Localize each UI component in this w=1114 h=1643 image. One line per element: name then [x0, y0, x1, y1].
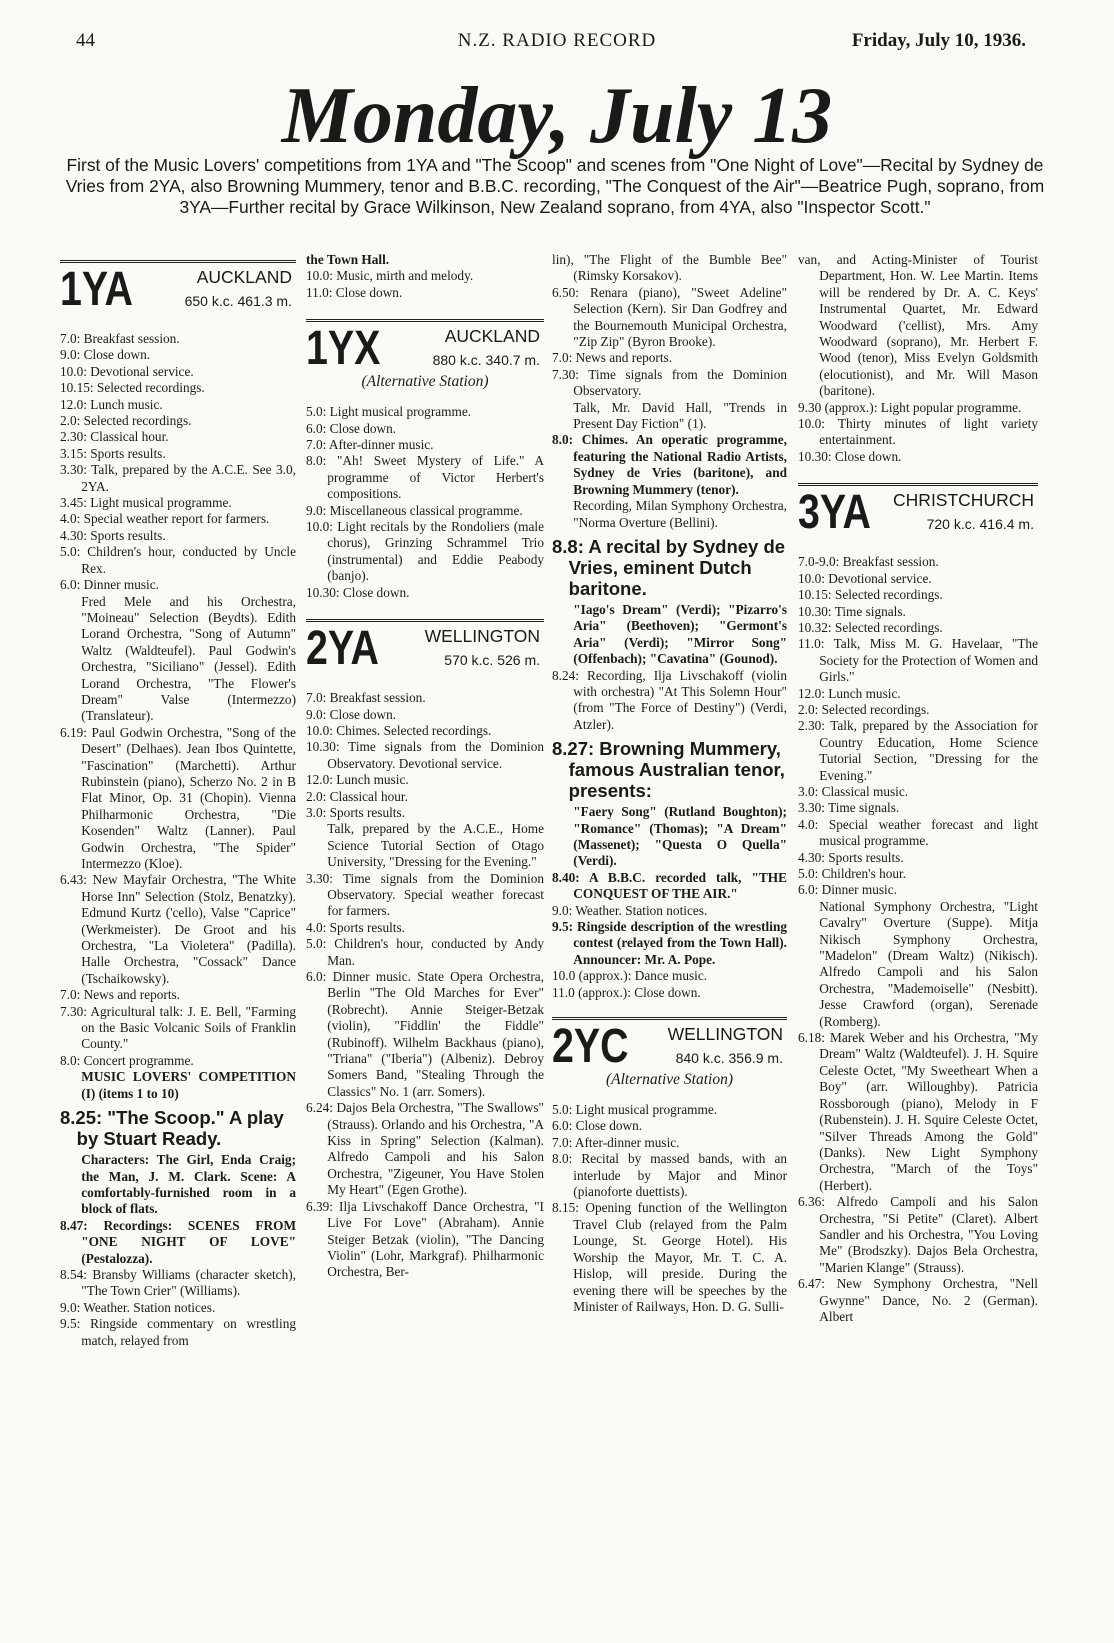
programme-entry: 4.0: Sports results. — [306, 919, 405, 935]
programme-entry: 10.0: Devotional service. — [798, 570, 932, 586]
programme-entry: 8.27: Browning Mummery, famous Australian tenor, presents: — [552, 738, 785, 802]
station-note: (Alternative Station) — [606, 1071, 733, 1089]
programme-entry: 6.0: Dinner music. — [60, 577, 159, 593]
programme-entry: 11.0 (approx.): Close down. — [552, 984, 701, 1000]
programme-entry: 6.39: Ilja Livschakoff Dance Orchestra, "I Live For Love" (Abraham). Annie Steiger Betzak (violin), "The Dancing Violin" (Lohr, Markgraf). Philharmonic Orchestra, Ber- — [306, 1198, 544, 1280]
programme-entry: 7.0: After-dinner music. — [552, 1134, 680, 1150]
programme-list-1yx — [306, 404, 544, 601]
programme-list-2ya — [306, 690, 544, 1281]
programme-entry: 2.0: Classical hour. — [306, 788, 408, 804]
programme-entry: 8.0: Concert programme. — [60, 1052, 194, 1068]
programme-entry: Fred Mele and his Orchestra, "Moineau" Selection (Beydts). Edith Lorand Orchestra, "Song of Autumn" Waltz (Waldteufel). Paul Godwin's Orchestra, "Siciliano" (Jessel). Edith Lorand Orchestra, "The Flower's Dream" Valse (Intermezzo) (Translateur). — [81, 593, 296, 724]
programme-list-2yc — [552, 1102, 787, 1315]
programme-entry: 12.0: Lunch music. — [798, 685, 901, 701]
programme-list-1ya-cont — [306, 252, 544, 301]
programme-entry: 12.0: Lunch music. — [60, 396, 163, 412]
station-city: AUCKLAND — [444, 326, 540, 347]
masthead: N.Z. RADIO RECORD — [457, 30, 657, 51]
programme-entry: MUSIC LOVERS' COMPETITION (I) (items 1 to 10) — [81, 1069, 296, 1101]
station-city: CHRISTCHURCH — [893, 490, 1034, 511]
station-city: AUCKLAND — [196, 267, 292, 287]
programme-list-2ya-cont — [552, 252, 787, 1001]
programme-entry: 6.47: New Symphony Orchestra, "Nell Gwynne" Dance, No. 2 (German). Albert — [798, 1276, 1038, 1324]
station-frequency: 650 k.c. 461.3 m. — [184, 293, 292, 309]
programme-entry: 12.0: Lunch music. — [306, 772, 409, 788]
programme-entry: 7.30: Time signals from the Dominion Observatory. — [552, 366, 787, 399]
programme-entry: 9.0: Miscellaneous classical programme. — [306, 502, 523, 518]
programme-list-1ya — [60, 331, 296, 1349]
programme-entry: 10.30: Close down. — [798, 448, 902, 464]
programme-list-3ya — [798, 554, 1038, 1325]
station-callsign: 3YA — [798, 486, 871, 540]
programme-entry: 7.0: News and reports. — [552, 350, 673, 366]
station-frequency: 570 k.c. 526 m. — [444, 652, 540, 669]
programme-entry: 10.30: Close down. — [306, 584, 410, 600]
programme-entry: 5.0: Light musical programme. — [306, 404, 472, 420]
programme-entry: 10.0: Music, mirth and melody. — [306, 268, 474, 284]
programme-entry: 4.30: Sports results. — [60, 527, 166, 543]
programme-entry: 7.0-9.0: Breakfast session. — [798, 554, 939, 570]
programme-entry: 10.15: Selected recordings. — [60, 380, 205, 396]
programme-entry: 6.24: Dajos Bela Orchestra, "The Swallows" (Strauss). Orlando and his Orchestra, "A Kiss in Spring" Selection (Kalman). Alfredo Campoli and his Salon Orchestra, "Zigeuner, You Have Stolen My Heart" (Egen Grothe). — [306, 1100, 544, 1198]
programme-list-2yc-cont — [798, 252, 1038, 465]
programme-entry: 8.0: "Ah! Sweet Mystery of Life." A programme of Victor Herbert's compositions. — [306, 453, 544, 502]
programme-entry: 6.0: Dinner music. — [798, 882, 897, 898]
programme-entry: 9.5: Ringside description of the wrestling contest (relayed from the Town Hall). Announcer: Mr. A. Pope. — [552, 919, 787, 967]
programme-entry: 6.18: Marek Weber and his Orchestra, "My Dream" Waltz (Waldteufel). J. H. Squire Celeste Octet, "My Sweetheart When a Boy" (arr. Willoughby). Patricia Rossborough (piano), Melody in F (Rubenstein). J. H. Squire Celeste Octet, "Silver Threads Among the Gold" (Danks). New Light Symphony Orchestra, "March of the Toys" (Herbert). — [798, 1030, 1038, 1193]
issue-date: Friday, July 10, 1936. — [851, 30, 1026, 51]
programme-entry: 8.0: Recital by massed bands, with an interlude by Major and Minor (pianoforte duettists). — [552, 1151, 787, 1200]
station-frequency: 720 k.c. 416.4 m. — [926, 516, 1034, 533]
programme-entry: 6.50: Renara (piano), "Sweet Adeline" Selection (Kern). Sir Dan Godfrey and the Bournemouth Municipal Orchestra, "Zip Zip" (Byron Brooke). — [552, 284, 787, 350]
programme-entry: 2.30: Talk, prepared by the Association for Country Education, Home Science Tutorial Section, "Dressing for the Evening." — [798, 718, 1038, 783]
programme-entry: 7.0: Breakfast session. — [306, 690, 426, 706]
programme-entry: 3.0: Classical music. — [798, 783, 909, 799]
programme-entry: 2.0: Selected recordings. — [60, 413, 192, 429]
programme-entry: 5.0: Children's hour, conducted by Uncle Rex. — [60, 544, 296, 576]
programme-entry: 5.0: Light musical programme. — [552, 1102, 718, 1118]
programme-entry: 8.40: A B.B.C. recorded talk, "THE CONQUEST OF THE AIR." — [552, 869, 787, 902]
station-header-2yc — [552, 1017, 787, 1092]
programme-entry: 8.24: Recording, Ilja Livschakoff (violin with orchestra) "At This Solemn Hour" (from "The Force of Destiny") (Verdi, Atzler). — [552, 667, 787, 732]
programme-entry: 5.0: Children's hour. — [798, 866, 907, 881]
station-header-1ya — [60, 260, 296, 321]
programme-entry: 2.0: Selected recordings. — [798, 701, 930, 717]
programme-entry: 8.25: "The Scoop." A play by Stuart Ready. — [60, 1107, 284, 1150]
programme-entry: 9.30 (approx.): Light popular programme. — [798, 399, 1022, 415]
programme-entry: 7.0: News and reports. — [60, 987, 181, 1003]
programme-entry: 10.0: Thirty minutes of light variety entertainment. — [798, 416, 1038, 448]
programme-entry: 3.30: Talk, prepared by the A.C.E. See 3.0, 2YA. — [60, 462, 296, 494]
programme-entry: 10.30: Time signals from the Dominion Observatory. Devotional service. — [306, 739, 544, 771]
programme-entry: 11.0: Talk, Miss M. G. Havelaar, "The Society for the Protection of Women and Girls." — [798, 636, 1038, 685]
programme-entry: Recording, Milan Symphony Orchestra, "Norma Overture (Bellini). — [573, 498, 787, 530]
station-city: WELLINGTON — [667, 1024, 783, 1045]
programme-entry: 8.15: Opening function of the Wellington Travel Club (relayed from the Palm Lounge, St. George Hotel). His Worship the Mayor, Mr. T. C. A. Hislop, will preside. During the evening there will be speeches by the Minister of Railways, Hon. D. G. Sulli- — [552, 1200, 787, 1314]
programme-entry: 6.0: Close down. — [306, 420, 397, 436]
programme-entry: 3.30: Time signals. — [798, 800, 900, 816]
programme-entry: Characters: The Girl, Enda Craig; the Man, J. M. Clark. Scene: A comfortably-furnished room in a block of flats. — [81, 1152, 296, 1217]
programme-entry: lin), "The Flight of the Bumble Bee" (Rimsky Korsakov). — [552, 252, 787, 284]
programme-entry: 8.54: Bransby Williams (character sketch), "The Town Crier" (Williams). — [60, 1266, 296, 1299]
station-note: (Alternative Station) — [361, 373, 489, 391]
programme-entry: 8.47: Recordings: SCENES FROM "ONE NIGHT OF LOVE" (Pestalozza). — [60, 1217, 296, 1266]
programme-entry: 5.0: Children's hour, conducted by Andy Man. — [306, 936, 544, 968]
programme-entry: 3.0: Sports results. — [306, 804, 405, 820]
programme-entry: 10.0 (approx.): Dance music. — [552, 968, 708, 984]
programme-entry: 8.0: Chimes. An operatic programme, featuring the National Radio Artists, Sydney de Vries (baritone), and Browning Mummery (tenor). — [552, 432, 787, 497]
programme-entry: 10.32: Selected recordings. — [798, 619, 943, 635]
page-header — [0, 30, 1114, 60]
programme-entry: 10.0: Chimes. Selected recordings. — [306, 722, 492, 738]
station-callsign: 2YC — [552, 1020, 629, 1074]
programme-entry: van, and Acting-Minister of Tourist Department, Hon. W. Lee Martin. Items will be rendered by Dr. A. C. Keys' Instrumental Quartet, Mr. Edward Woodward ('cellist), Mrs. Amy Woodward (soprano), Mr. Herbert F. Wood (tenor), Miss Evelyn Goldsmith (elocutionist), and Mr. Will Mason (baritone). — [798, 252, 1038, 399]
programme-entry: 4.0: Special weather forecast and light musical programme. — [798, 816, 1038, 849]
programme-entry: 3.15: Sports results. — [60, 445, 166, 461]
programme-entry: 8.8: A recital by Sydney de Vries, eminent Dutch baritone. — [552, 535, 786, 599]
programme-entry: 3.45: Light musical programme. — [60, 495, 232, 511]
programme-entry: 6.43: New Mayfair Orchestra, "The White Horse Inn" Selection (Stolz, Benatzky). Edmund Kurtz ('cello), Valse "Caprice" (Werkmeister). De Groot and his Orchestra, "La Violetera" (Padilla). Halle Orchestra, "Cossack" Dance (Tschaikowsky). — [60, 872, 296, 986]
programme-entry: 9.0: Weather. Station notices. — [552, 902, 708, 918]
programme-entry: 10.30: Time signals. — [798, 603, 906, 619]
programme-entry: Talk, prepared by the A.C.E., Home Science Tutorial Section of Otago University, "Dressing for the Evening." — [327, 821, 544, 870]
station-header-2ya — [306, 619, 544, 680]
station-header-1yx — [306, 319, 544, 394]
programme-entry: 6.36: Alfredo Campoli and his Salon Orchestra, "Si Petite" (Claret). Albert Sandler and his Orchestra, "You Loving Me" (Brodszky). Dajos Bela Orchestra, "Marien Klange" (Strauss). — [798, 1194, 1038, 1275]
programme-entry: 6.19: Paul Godwin Orchestra, "Song of the Desert" (Delhaes). Jean Ibos Quintette, "Fascination" (Marchetti). Arthur Rubinstein (piano), Scherzo No. 2 in B Flat Minor, Op. 31 (Chopin). Vienna Philharmonic Orchestra, "Die Kosenden" Waltz (Lanner). Paul Godwin Orchestra, "The Spider" Intermezzo (Kloe). — [60, 724, 296, 871]
programme-entry: Talk, Mr. David Hall, "Trends in Present Day Fiction" (1). — [573, 399, 787, 432]
station-header-3ya — [798, 483, 1038, 544]
programme-entry: 9.0: Weather. Station notices. — [60, 1299, 216, 1315]
programme-entry: "Faery Song" (Rutland Boughton); "Romance" (Thomas); "A Dream" (Massenet); "Questa O Quella" (Verdi). — [573, 804, 787, 869]
programme-entry: 9.5: Ringside commentary on wrestling match, relayed from — [60, 1316, 296, 1348]
station-callsign: 1YA — [60, 263, 133, 316]
station-callsign: 2YA — [306, 622, 379, 676]
station-callsign: 1YX — [306, 322, 381, 376]
programme-entry: 3.30: Time signals from the Dominion Observatory. Special weather forecast for farmers. — [306, 870, 544, 919]
programme-entry: 10.0: Devotional service. — [60, 363, 194, 379]
programme-entry: National Symphony Orchestra, "Light Cavalry" Overture (Suppe). Mitja Nikisch Symphony Orchestra, "Madelon" (Dream Waltz) (Nikisch). Alfredo Campoli and his Salon Orchestra, "Mademoiselle" (Nesbitt). Jesse Crawford (organ), Serenade (Romberg). — [819, 898, 1038, 1029]
station-city: WELLINGTON — [424, 626, 540, 647]
programme-entry: 11.0: Close down. — [306, 284, 403, 300]
programme-entry: the Town Hall. — [306, 252, 390, 267]
page-title: Monday, July 13 — [281, 72, 833, 160]
programme-entry: 2.30: Classical hour. — [60, 429, 169, 445]
programme-entry: 10.0: Light recitals by the Rondoliers (male chorus), Grinzing Schrammel Trio (instrumental) and Eddie Peabody (banjo). — [306, 519, 544, 584]
intro-summary: First of the Music Lovers' competitions from 1YA and "The Scoop" and scenes from "One Night of Love"—Recital by Sydney de Vries from 2YA, also Browning Mummery, tenor and B.B.C. recording, "The Conquest of the Air"—Beatrice Pugh, soprano, from 3YA—Further recital by Grace Wilkinson, New Zealand soprano, from 4YA, also "Inspector Scott." — [65, 155, 1045, 217]
programme-entry: 4.0: Special weather report for farmers. — [60, 511, 270, 527]
programme-entry: 9.0: Close down. — [306, 706, 397, 722]
station-frequency: 840 k.c. 356.9 m. — [675, 1050, 783, 1067]
programme-entry: 4.30: Sports results. — [798, 849, 904, 865]
column-2 — [306, 252, 544, 1281]
programme-entry: 7.0: After-dinner music. — [306, 437, 434, 453]
programme-entry: 7.30: Agricultural talk: J. E. Bell, "Farming on the Basic Volcanic Soils of Franklin County." — [60, 1003, 296, 1052]
programme-entry: 6.0: Dinner music. State Opera Orchestra, Berlin "The Old Marches for Ever" (Robrecht). Annie Steiger-Betzak (violin), "Fiddlin' the Fiddle" (Rubinoff). Wilhelm Backhaus (piano), "Triana" ("Iberia") (Albeniz). Debroy Somers Band, "Stealing Through the Classics" No. 1 (arr. Somers). — [306, 969, 544, 1099]
programme-entry: 7.0: Breakfast session. — [60, 331, 180, 346]
programme-entry: 6.0: Close down. — [552, 1118, 643, 1134]
column-4 — [798, 252, 1038, 1325]
programme-entry: "Iago's Dream" (Verdi); "Pizarro's Aria" (Beethoven); "Germont's Aria" (Verdi); "Mirror Song" (Offenbach); "Cavatina" (Gounod). — [573, 601, 787, 667]
column-3 — [552, 252, 787, 1315]
station-frequency: 880 k.c. 340.7 m. — [432, 352, 540, 369]
programme-entry: 10.15: Selected recordings. — [798, 587, 943, 603]
column-1 — [60, 252, 296, 1349]
page-number: 44 — [76, 30, 95, 51]
programme-entry: 9.0: Close down. — [60, 347, 151, 363]
